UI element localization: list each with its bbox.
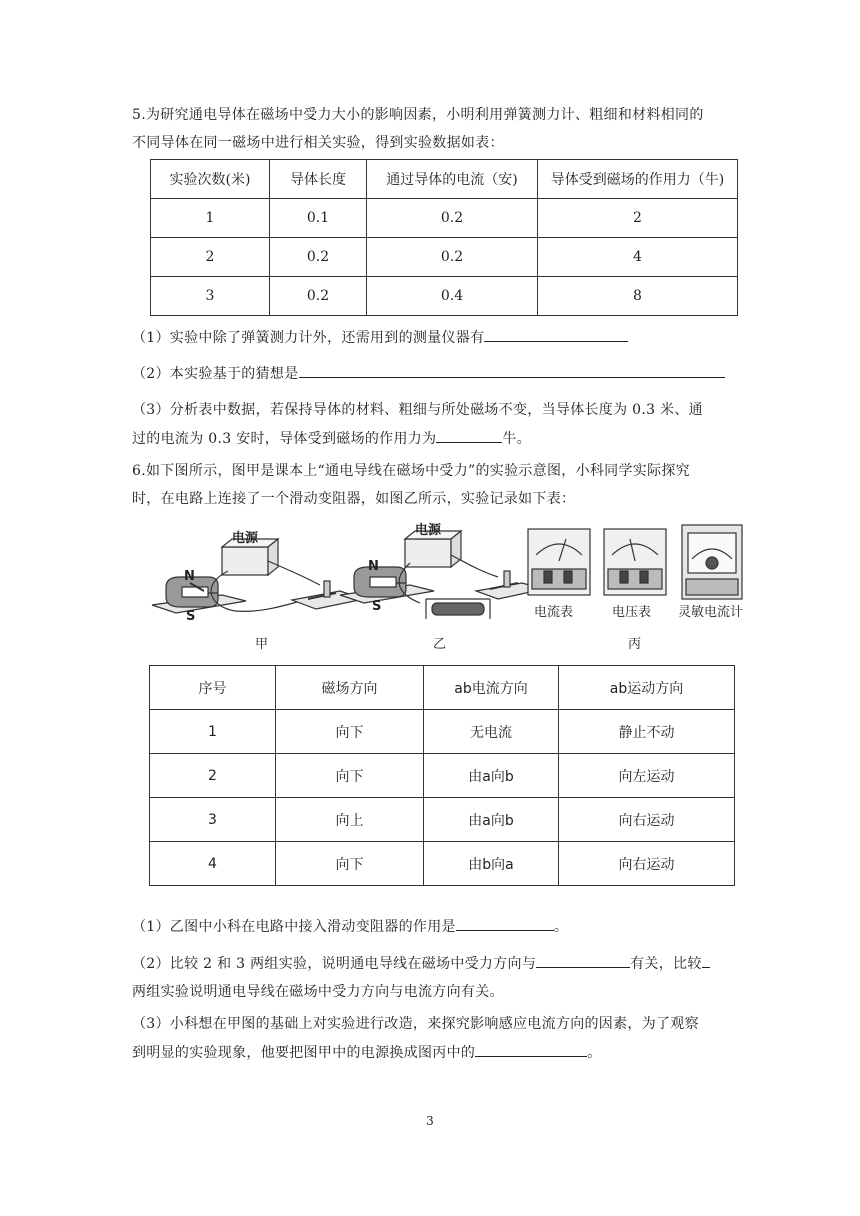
q5-sub3-unit: 牛。 xyxy=(502,431,531,447)
meter-label-galvanometer: 灵敏电流计 xyxy=(678,605,744,620)
power-label-jia: 电源 xyxy=(232,531,259,546)
q5-intro-line2: 不同导体在同一磁场中进行相关实验，得到实验数据如表： xyxy=(132,135,504,151)
table-cell: 由a向b xyxy=(424,754,559,798)
table-cell: 0.2 xyxy=(270,238,367,277)
table-cell: 向下 xyxy=(276,842,424,886)
table-cell: 0.4 xyxy=(367,277,538,316)
q6-sub2-line2: 两组实验说明通电导线在磁场中受力方向与电流方向有关。 xyxy=(132,984,504,1000)
answer-blank[interactable] xyxy=(436,427,502,443)
table-header-cell: ab运动方向 xyxy=(559,666,735,710)
table-row xyxy=(150,798,735,842)
table-row xyxy=(150,710,735,754)
table-cell: 0.2 xyxy=(367,199,538,238)
table-row xyxy=(150,842,735,886)
q5-sub3-line2 xyxy=(132,427,732,451)
q6-sub3-end: 。 xyxy=(587,1045,602,1061)
meter-voltmeter xyxy=(604,529,666,595)
q6-sub3-line2 xyxy=(132,1041,732,1065)
table-row xyxy=(151,277,738,316)
s-pole-label-jia: S xyxy=(186,609,196,624)
answer-blank[interactable] xyxy=(484,326,628,342)
s-pole-label-yi: S xyxy=(372,599,382,614)
table-header-cell: 通过导体的电流（安) xyxy=(367,160,538,199)
meter-label-voltmeter: 电压表 xyxy=(612,605,652,620)
answer-blank[interactable] xyxy=(475,1041,587,1057)
answer-blank[interactable] xyxy=(299,362,725,378)
table-cell: 0.2 xyxy=(270,277,367,316)
table-cell: 向右运动 xyxy=(559,842,735,886)
table-row xyxy=(151,199,738,238)
q5-sub3-text: 过的电流为 0.3 安时，导体受到磁场的作用力为 xyxy=(132,431,437,447)
q6-sub3-line1: （3）小科想在甲图的基础上对实验进行改造，来探究影响感应电流方向的因素，为了观察 xyxy=(132,1016,699,1032)
table-header-cell: 导体长度 xyxy=(270,160,367,199)
table-cell: 3 xyxy=(150,798,276,842)
table-header-cell: 导体受到磁场的作用力（牛) xyxy=(538,160,738,199)
table-cell: 1 xyxy=(150,710,276,754)
table-cell: 8 xyxy=(538,277,738,316)
q5-sub3-line1: （3）分析表中数据，若保持导体的材料、粗细与所处磁场不变，当导体长度为 0.3 米、通 xyxy=(132,402,703,418)
table-header-row xyxy=(150,666,735,710)
q6-figure xyxy=(140,515,750,655)
page-number: 3 xyxy=(426,1114,434,1128)
q5-sub1-text: （1）实验中除了弹簧测力计外，还需用到的测量仪器有 xyxy=(132,330,485,346)
table-header-cell: ab电流方向 xyxy=(424,666,559,710)
table-cell: 由a向b xyxy=(424,798,559,842)
table-cell: 1 xyxy=(151,199,270,238)
table-cell: 向左运动 xyxy=(559,754,735,798)
table-cell: 由b向a xyxy=(424,842,559,886)
q5-intro-line1: 5.为研究通电导体在磁场中受力大小的影响因素，小明利用弹簧测力计、粗细和材料相同的 xyxy=(132,107,704,123)
table-cell: 2 xyxy=(538,199,738,238)
table-cell: 无电流 xyxy=(424,710,559,754)
q5-sub2-text: （2）本实验基于的猜想是 xyxy=(132,366,299,382)
q6-sub2-text: （2）比较 2 和 3 两组实验，说明通电导线在磁场中受力方向与 xyxy=(132,956,537,972)
q5-data-table xyxy=(150,159,738,316)
q6-intro-line1: 6.如下图所示，图甲是课本上“通电导线在磁场中受力”的实验示意图，小科同学实际探究 xyxy=(132,463,690,479)
q6-sub2 xyxy=(132,952,732,1004)
q5-sub3 xyxy=(132,399,732,451)
meter-ammeter xyxy=(528,529,590,595)
q6-record-table xyxy=(149,665,735,886)
table-cell: 0.2 xyxy=(367,238,538,277)
table-cell: 3 xyxy=(151,277,270,316)
q6-sub2-text2: 有关，比较 xyxy=(630,956,702,972)
table-cell: 向下 xyxy=(276,710,424,754)
table-cell: 向右运动 xyxy=(559,798,735,842)
table-row xyxy=(150,754,735,798)
q5-sub2 xyxy=(132,362,732,386)
q6-sub3-text: 到明显的实验现象，他要把图甲中的电源换成图丙中的 xyxy=(132,1045,476,1061)
table-row xyxy=(151,238,738,277)
power-label-yi: 电源 xyxy=(415,523,442,538)
table-header-row xyxy=(151,160,738,199)
meter-label-ammeter: 电流表 xyxy=(534,605,574,620)
table-cell: 4 xyxy=(150,842,276,886)
table-cell: 向下 xyxy=(276,754,424,798)
table-cell: 2 xyxy=(150,754,276,798)
n-pole-label-yi: N xyxy=(368,559,379,574)
q6-sub1-end: 。 xyxy=(553,919,569,935)
apparatus-yi xyxy=(340,531,544,619)
answer-blank[interactable] xyxy=(702,952,710,968)
table-cell: 2 xyxy=(151,238,270,277)
q6-intro-line2: 时，在电路上连接了一个滑动变阻器，如图乙所示，实验记录如下表： xyxy=(132,491,576,507)
n-pole-label-jia: N xyxy=(184,569,195,584)
q6-sub3 xyxy=(132,1013,732,1065)
answer-blank[interactable] xyxy=(536,952,630,968)
meter-galvanometer xyxy=(682,525,742,599)
caption-yi: 乙 xyxy=(433,637,447,652)
q6-sub1 xyxy=(132,915,732,939)
table-header-cell: 序号 xyxy=(150,666,276,710)
q6-intro xyxy=(132,460,732,511)
table-cell: 向上 xyxy=(276,798,424,842)
table-cell: 静止不动 xyxy=(559,710,735,754)
q5-sub1 xyxy=(132,326,732,350)
q5-intro xyxy=(132,104,732,155)
answer-blank[interactable] xyxy=(456,915,554,931)
caption-bing: 丙 xyxy=(628,637,642,652)
table-cell: 4 xyxy=(538,238,738,277)
table-cell: 0.1 xyxy=(270,199,367,238)
caption-jia: 甲 xyxy=(255,637,269,652)
table-header-cell: 实验次数(米) xyxy=(151,160,270,199)
table-header-cell: 磁场方向 xyxy=(276,666,424,710)
q6-sub2-line1 xyxy=(132,952,732,976)
q6-sub1-text: （1）乙图中小科在电路中接入滑动变阻器的作用是 xyxy=(132,919,456,935)
